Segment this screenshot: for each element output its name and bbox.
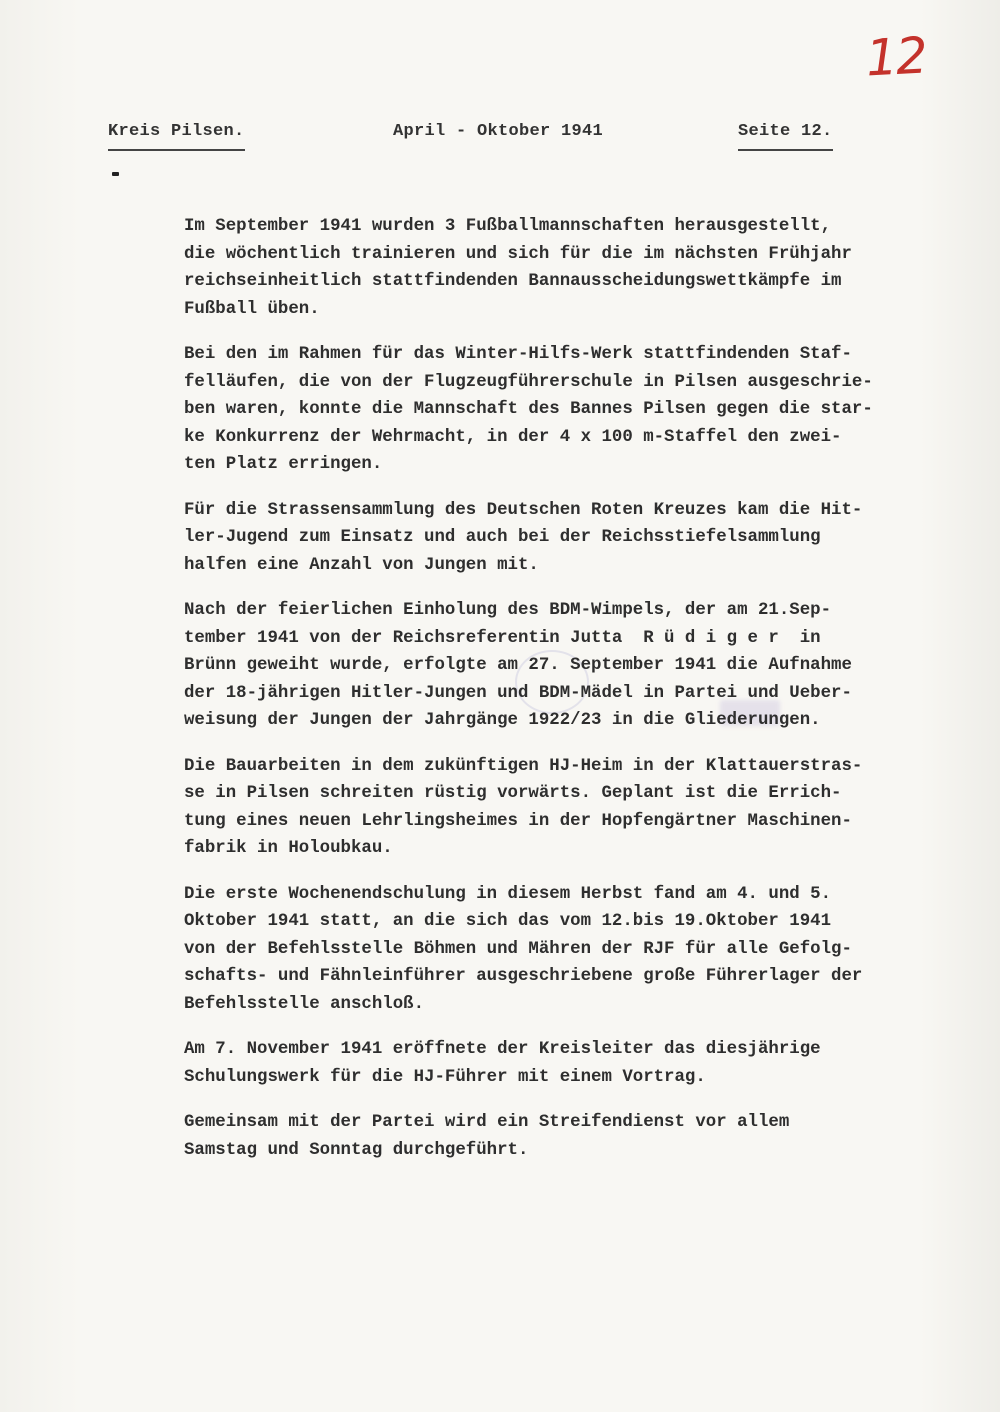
text-line: ben waren, konnte die Mannschaft des Bannes Pilsen gegen die star-	[184, 400, 873, 419]
text-line: die wöchentlich trainieren und sich für die im nächsten Frühjahr	[184, 244, 852, 264]
text-line: Gemeinsam mit der Partei wird ein Streifendienst vor allem	[184, 1113, 790, 1132]
text-line: fabrik in Holoubkau.	[184, 839, 393, 858]
text-line: tung eines neuen Lehrlingsheimes in der Hopfengärtner Maschinen-	[184, 811, 852, 831]
text-line: schafts- und Fähnleinführer ausgeschriebene große Führerlager der	[184, 967, 863, 986]
text-line: Bei den im Rahmen für das Winter-Hilfs-Werk stattfindenden Staf-	[184, 345, 852, 364]
header-period: April - Oktober 1941	[393, 122, 604, 141]
text-line: felläufen, die von der Flugzeugführerschule in Pilsen ausgeschrie-	[184, 372, 873, 392]
paragraph	[184, 753, 984, 863]
text-line: ten Platz erringen.	[184, 455, 383, 474]
text-line: Die Bauarbeiten in dem zukünftigen HJ-Heim in der Klattauerstras-	[184, 756, 863, 776]
text-line: Schulungswerk für die HJ-Führer mit einem Vortrag.	[184, 1067, 706, 1087]
bullet-mark	[112, 172, 119, 176]
text-line: halfen eine Anzahl von Jungen mit.	[184, 555, 539, 575]
text-line: tember 1941 von der Reichsreferentin Jutta R ü d i g e r in	[184, 628, 821, 648]
text-line: Befehlsstelle anschloß.	[184, 994, 425, 1014]
text-line: Fußball üben.	[184, 299, 320, 319]
paragraph	[184, 1036, 984, 1091]
text-line: Im September 1941 wurden 3 Fußballmannschaften herausgestellt,	[184, 217, 832, 236]
text-line: ke Konkurrenz der Wehrmacht, in der 4 x 100 m-Staffel den zwei-	[184, 427, 842, 447]
text-line: se in Pilsen schreiten rüstig vorwärts. Geplant ist die Errich-	[184, 784, 842, 803]
text-line: Die erste Wochenendschulung in diesem Herbst fand am 4. und 5.	[184, 884, 832, 904]
paragraph	[184, 213, 984, 323]
text-line: von der Befehlsstelle Böhmen und Mähren der RJF für alle Gefolg-	[184, 939, 852, 959]
document-body	[184, 213, 984, 1182]
paragraph	[184, 1109, 984, 1164]
header-district: Kreis Pilsen.	[108, 122, 245, 151]
paragraph	[184, 881, 984, 1019]
text-line: Oktober 1941 statt, an die sich das vom 12.bis 19.Oktober 1941	[184, 912, 832, 931]
document-header	[108, 122, 868, 152]
text-line: reichseinheitlich stattfindenden Bannausscheidungswettkämpfe im	[184, 272, 842, 291]
text-line: der 18-jährigen Hitler-Jungen und BDM-Mädel in Partei und Ueber-	[184, 683, 852, 703]
text-line: Für die Strassensammlung des Deutschen Roten Kreuzes kam die Hit-	[184, 500, 863, 520]
text-line: Am 7. November 1941 eröffnete der Kreisleiter das diesjährige	[184, 1040, 821, 1059]
paragraph	[184, 597, 984, 735]
text-line: Samstag und Sonntag durchgeführt.	[184, 1140, 529, 1160]
paragraph	[184, 341, 984, 479]
paragraph	[184, 497, 984, 580]
header-page: Seite 12.	[738, 122, 833, 151]
text-line: ler-Jugend zum Einsatz und auch bei der Reichsstiefelsammlung	[184, 528, 821, 547]
text-line: Nach der feierlichen Einholung des BDM-Wimpels, der am 21.Sep-	[184, 601, 832, 620]
text-line: weisung der Jungen der Jahrgänge 1922/23 in die Gliederungen.	[184, 711, 821, 730]
handwritten-page-number: 12	[864, 26, 928, 88]
text-line: Brünn geweiht wurde, erfolgte am 27. September 1941 die Aufnahme	[184, 656, 852, 675]
